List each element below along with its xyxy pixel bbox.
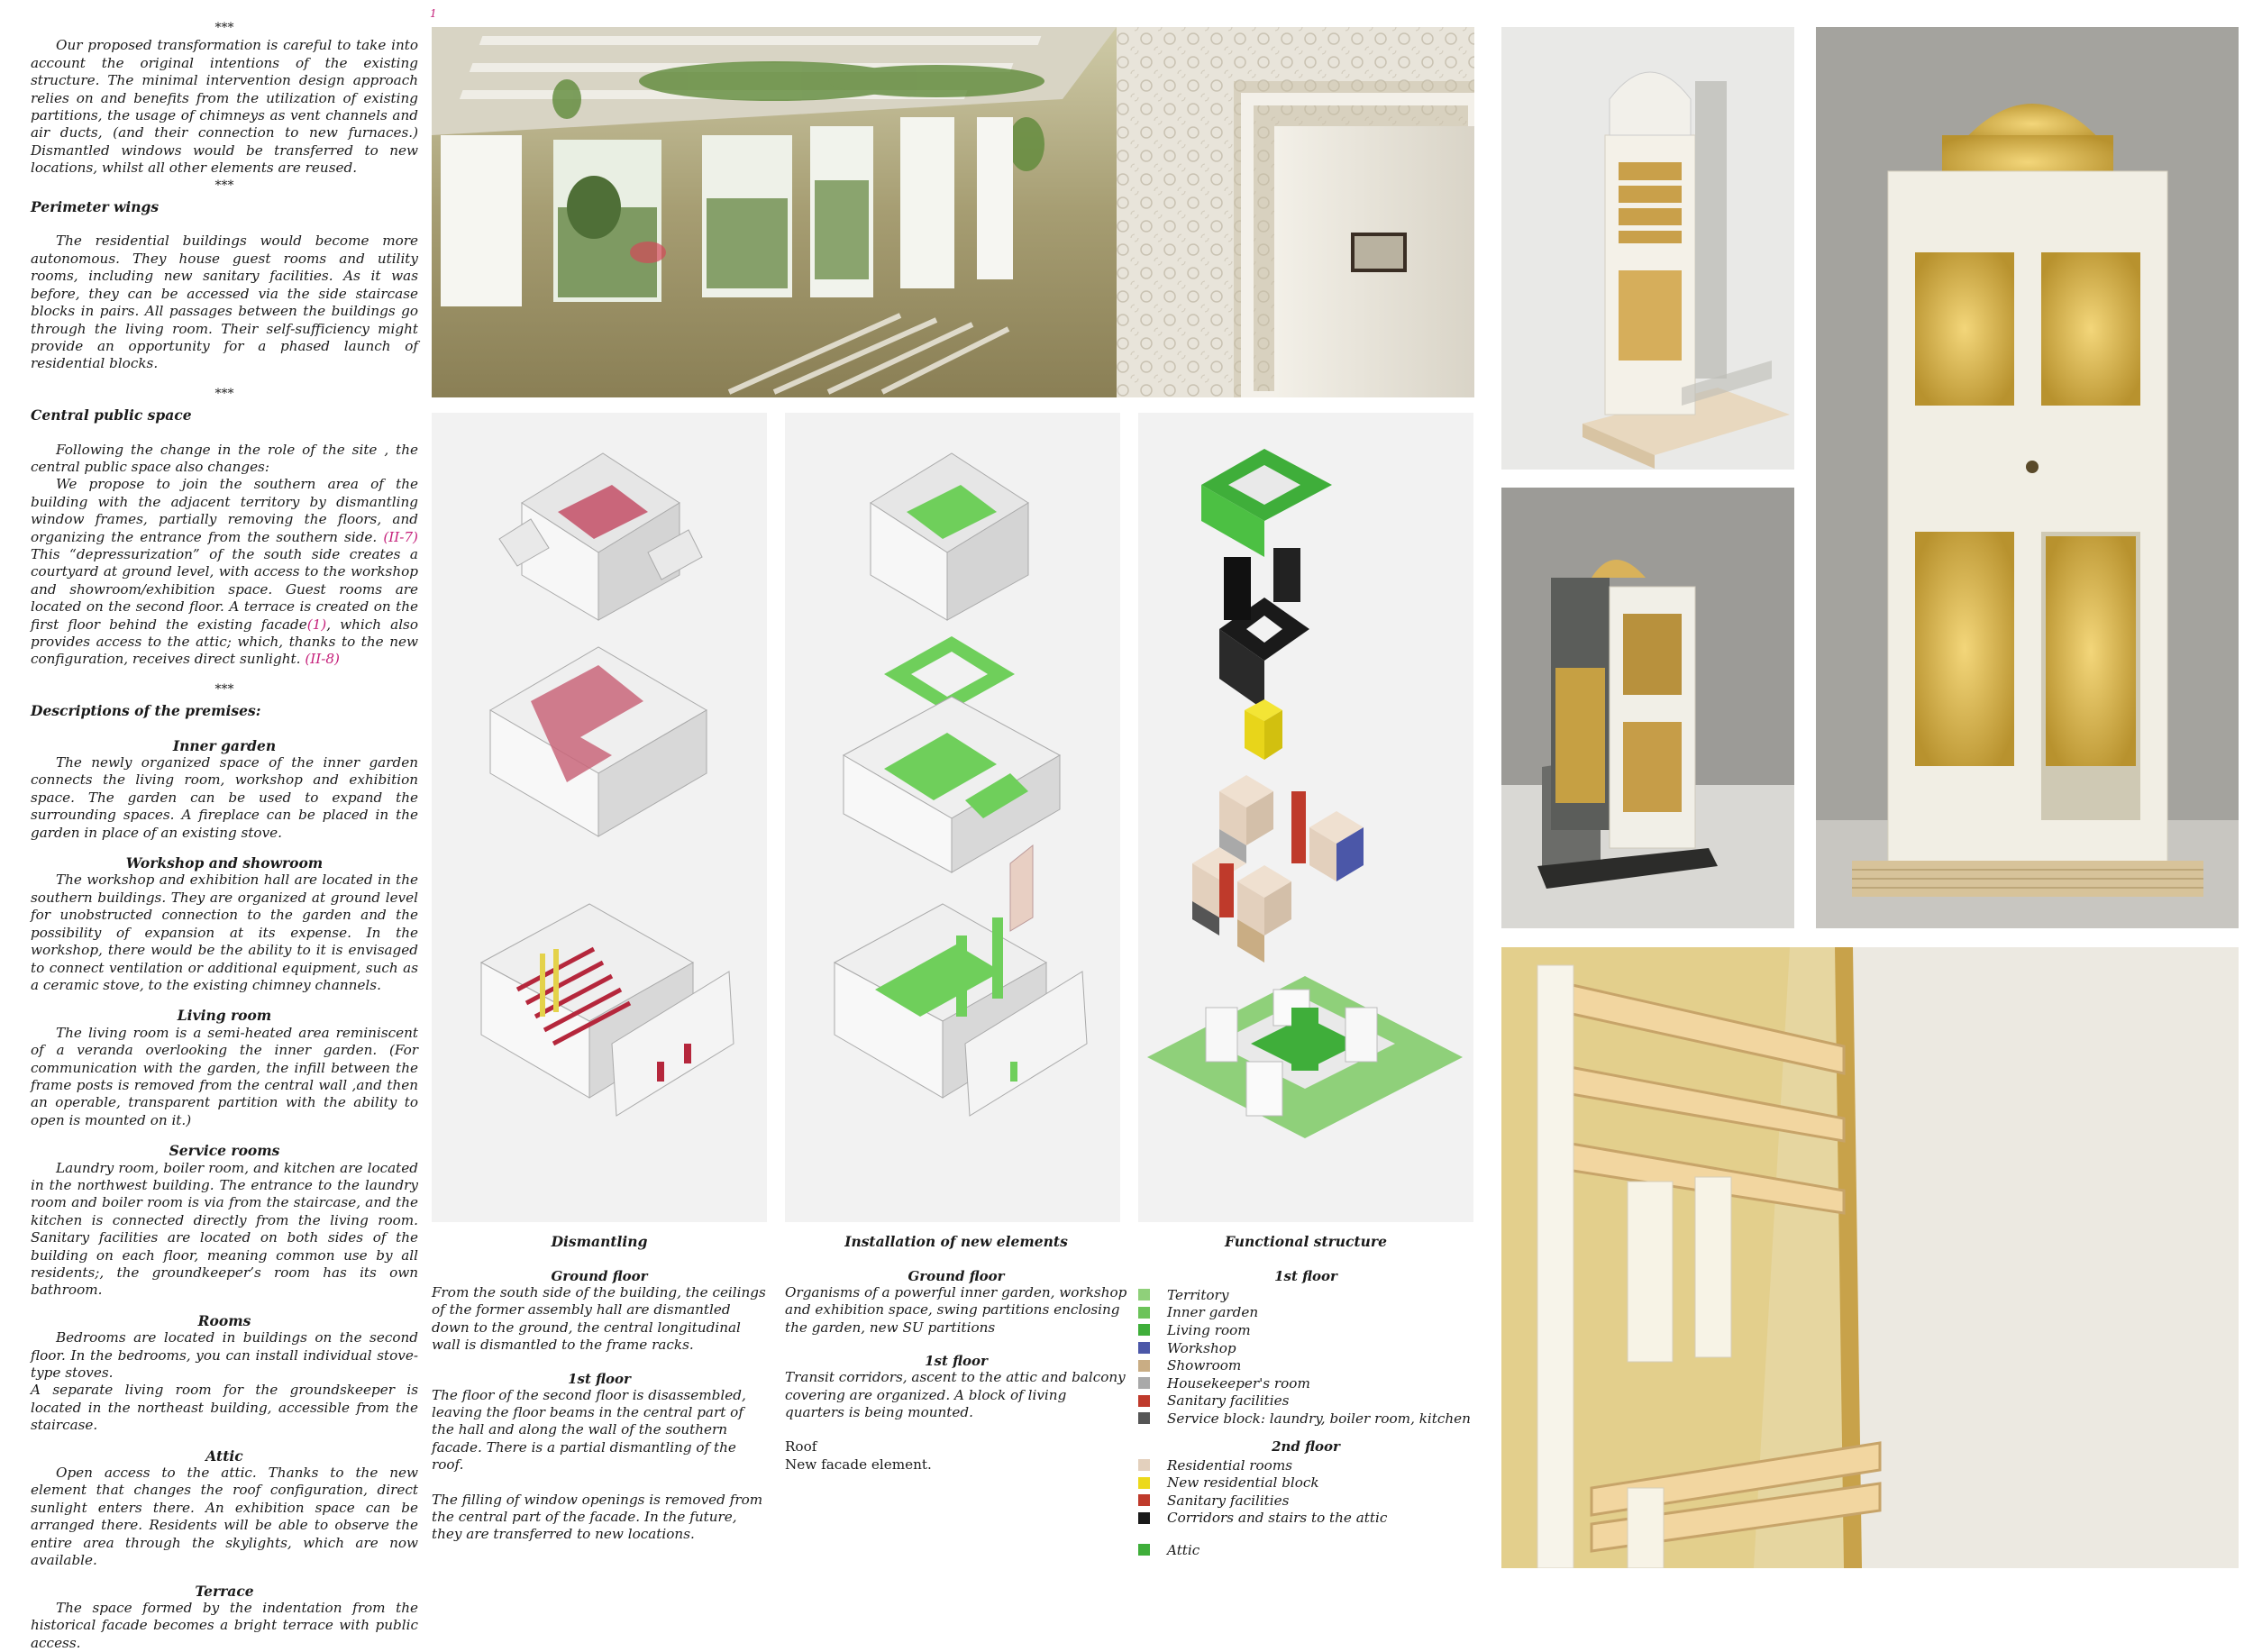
legend-first-floor (1138, 1286, 1473, 1428)
installation-title: Installation of new elements (844, 1233, 1068, 1250)
installation-diagram-panel (785, 413, 1120, 1222)
lower-axonometric (481, 904, 734, 1116)
rooms-paragraph-1: Bedrooms are located in buildings on the second floor. In the bedrooms, you can install individual stove-type stoves. (31, 1329, 418, 1382)
dismantling-title: Dismantling (551, 1233, 648, 1250)
central-paragraph-2: We propose to join the southern area of the building with the adjacent territory by dismantling window frames, partially removing the floors, and organizing the entrance from the southern side. (II-7) This “depressurization” of the south side creates a courtyard at ground level, with access to the workshop and showroom/exhibition space. Guest rooms are located on the second floor. A terrace is created on the first floor behind the existing facade(1), which also provides access to the attic; which, thanks to the new configuration, receives direct sunlight. (II-8) (31, 476, 418, 668)
legend-swatch (1138, 1459, 1150, 1471)
terrace-paragraph: The space formed by the indentation from the historical facade becomes a bright terrace with public access. (31, 1599, 418, 1651)
roof-axonometric (871, 453, 1028, 620)
legend-swatch (1138, 1544, 1150, 1556)
first-floor-heading: 1st floor (568, 1370, 631, 1387)
model-photo-2 (1501, 488, 1794, 928)
legend-item: Territory (1138, 1286, 1473, 1304)
installation-caption (785, 1233, 1127, 1474)
functional-diagram-panel (1138, 413, 1473, 1222)
reference-link[interactable]: (II-8) (305, 651, 340, 668)
dismantling-diagram-panel (432, 413, 767, 1222)
legend-swatch (1138, 1324, 1150, 1336)
legend-item: Corridors and stairs to the attic (1138, 1510, 1473, 1528)
functional-caption (1138, 1233, 1473, 1559)
premises-heading: Descriptions of the premises: (31, 702, 261, 720)
roof-axonometric (499, 453, 702, 620)
terrace-heading: Terrace (195, 1582, 254, 1600)
legend-swatch (1138, 1412, 1150, 1424)
reference-link[interactable]: (II-7) (383, 528, 418, 545)
central-paragraph-1: Following the change in the role of the site , the central public space also changes: (31, 441, 418, 475)
legend-item: Service block: laundry, boiler room, kitchen (1138, 1410, 1473, 1428)
first-floor-text-1: The floor of the second floor is disassembled, leaving the floor beams in the central part of the hall and along the wall of the southern facade. There is a partial dismantling of the roof. (432, 1386, 746, 1474)
inner-garden-paragraph: The newly organized space of the inner garden connects the living room, workshop and exhibition space. The garden can be used to expand the surrounding spaces. A fireplace can be placed in the garden in place of an existing stove. (31, 754, 418, 841)
perimeter-heading: Perimeter wings (31, 198, 160, 216)
ground-floor-heading: Ground floor (551, 1268, 648, 1284)
corridor-black (1219, 548, 1309, 710)
workshop-heading: Workshop and showroom (125, 854, 324, 872)
yellow-block (1245, 699, 1282, 760)
legend-item: Showroom (1138, 1356, 1473, 1374)
functional-title: Functional structure (1225, 1233, 1387, 1250)
legend-first-floor-heading: 1st floor (1274, 1268, 1337, 1284)
first-floor-text: Transit corridors, ascent to the attic and balcony covering are organized. A block of living quarters is being mounted. (785, 1369, 1126, 1421)
residential-blocks (1192, 775, 1364, 963)
roof-text: Roof (785, 1438, 817, 1456)
service-rooms-heading: Service rooms (169, 1142, 280, 1160)
separator: *** (214, 21, 234, 35)
legend-item: Workshop (1138, 1339, 1473, 1357)
legend-second-floor (1138, 1456, 1473, 1527)
legend-swatch (1138, 1307, 1150, 1319)
living-room-paragraph: The living room is a semi-heated area reminiscent of a veranda overlooking the inner garden. (For communication with the garden, the infill between the frame posts is removed from the central wall ,and then an operable, transparent partition with the ability to open is mounted on it.) (31, 1024, 418, 1128)
attic-heading: Attic (205, 1447, 243, 1465)
legend-item: Sanitary facilities (1138, 1492, 1473, 1510)
legend-item: Sanitary facilities (1138, 1392, 1473, 1410)
legend-swatch (1138, 1395, 1150, 1407)
text-column (31, 20, 418, 1652)
legend-second-floor-heading: 2nd floor (1272, 1438, 1340, 1455)
legend-swatch (1138, 1289, 1150, 1301)
first-floor-heading: 1st floor (925, 1353, 988, 1370)
central-heading: Central public space (31, 406, 192, 424)
model-photo-3 (1816, 27, 2239, 928)
legend-swatch (1138, 1494, 1150, 1506)
ground-base (1147, 976, 1463, 1138)
ground-floor-text: From the south side of the building, the ceilings of the former assembly hall are dismantled down to the ground, the central longitudinal wall is dismantled to the frame racks. (432, 1284, 766, 1354)
service-rooms-paragraph: Laundry room, boiler room, and kitchen are located in the northwest building. The entrance to the laundry room and boiler room is via from the staircase, and the kitchen is connected directly from the living room. Sanitary facilities are located on both sides of the building on each floor, meaning common use by all residents;, the groundkeeper’s room has its own bathroom. (31, 1159, 418, 1299)
legend-item: Residential rooms (1138, 1456, 1473, 1474)
middle-axonometric (490, 647, 707, 836)
legend-swatch (1138, 1342, 1150, 1354)
legend-swatch (1138, 1377, 1150, 1389)
dismantling-caption (432, 1233, 767, 1544)
legend-item: New residential block (1138, 1474, 1473, 1492)
middle-axonometric (844, 697, 1060, 931)
separator: *** (214, 178, 234, 193)
ground-floor-heading: Ground floor (908, 1268, 1005, 1284)
model-detail-photo (1501, 947, 2239, 1568)
legend-item: Living room (1138, 1321, 1473, 1339)
ground-floor-text: Organisms of a powerful inner garden, workshop and exhibition space, swing partitions enclosing the garden, new SU partitions (785, 1284, 1127, 1336)
lower-axonometric (835, 904, 1087, 1116)
living-room-heading: Living room (177, 1007, 272, 1025)
first-floor-text-2: The filling of window openings is removed from the central part of the facade. In the future, they are transferred to new locations. (432, 1491, 763, 1543)
legend-swatch (1138, 1360, 1150, 1372)
legend-swatch (1138, 1512, 1150, 1524)
roof-text-2: New facade element. (785, 1456, 932, 1473)
workshop-paragraph: The workshop and exhibition hall are located in the southern buildings. They are organized at ground level for unobstructed connection to the garden and the possibility of expansion at its expense. In the workshop, there would be the ability to it is envisaged to connect ventilation or additional equipment, such as a ceramic stove, to the existing chimney channels. (31, 872, 418, 993)
legend-item: Housekeeper's room (1138, 1374, 1473, 1392)
model-photo-1 (1501, 27, 1794, 470)
separator: *** (214, 681, 234, 697)
attic-paragraph: Open access to the attic. Thanks to the new element that changes the roof configuration, direct sunlight enters there. An exhibition space can be arranged there. Residents will be able to observe the entire area through the skylights, which are now available. (31, 1465, 418, 1569)
page-number: 1 (430, 7, 437, 20)
legend-item: Inner garden (1138, 1304, 1473, 1322)
inner-garden-heading: Inner garden (172, 736, 277, 754)
rooms-paragraph-2: A separate living room for the groundskeeper is located in the northeast building, accessible from the staircase. (31, 1382, 418, 1434)
veranda-render-image (432, 27, 1474, 397)
intro-paragraph: Our proposed transformation is careful to take into account the original intentions of the existing structure. The minimal intervention design approach relies on and benefits from the utilization of existing partitions, the usage of chimneys as vent channels and air ducts, (and their connection to new furnaces.) Dismantled windows would be transferred to new locations, whilst all other elements are reused. (31, 37, 418, 177)
reference-link[interactable]: (1) (306, 616, 327, 633)
separator: *** (214, 386, 234, 401)
legend-swatch (1138, 1477, 1150, 1489)
legend-item: Attic (1138, 1541, 1473, 1559)
perimeter-paragraph: The residential buildings would become more autonomous. They house guest rooms and utility rooms, including new sanitary facilities. As it was before, they can be accessed via the side staircase blocks in pairs. All passages between the buildings go through the living room. Their self-sufficiency might provide an opportunity for a phased launch of residential blocks. (31, 233, 418, 372)
rooms-heading: Rooms (197, 1311, 251, 1329)
